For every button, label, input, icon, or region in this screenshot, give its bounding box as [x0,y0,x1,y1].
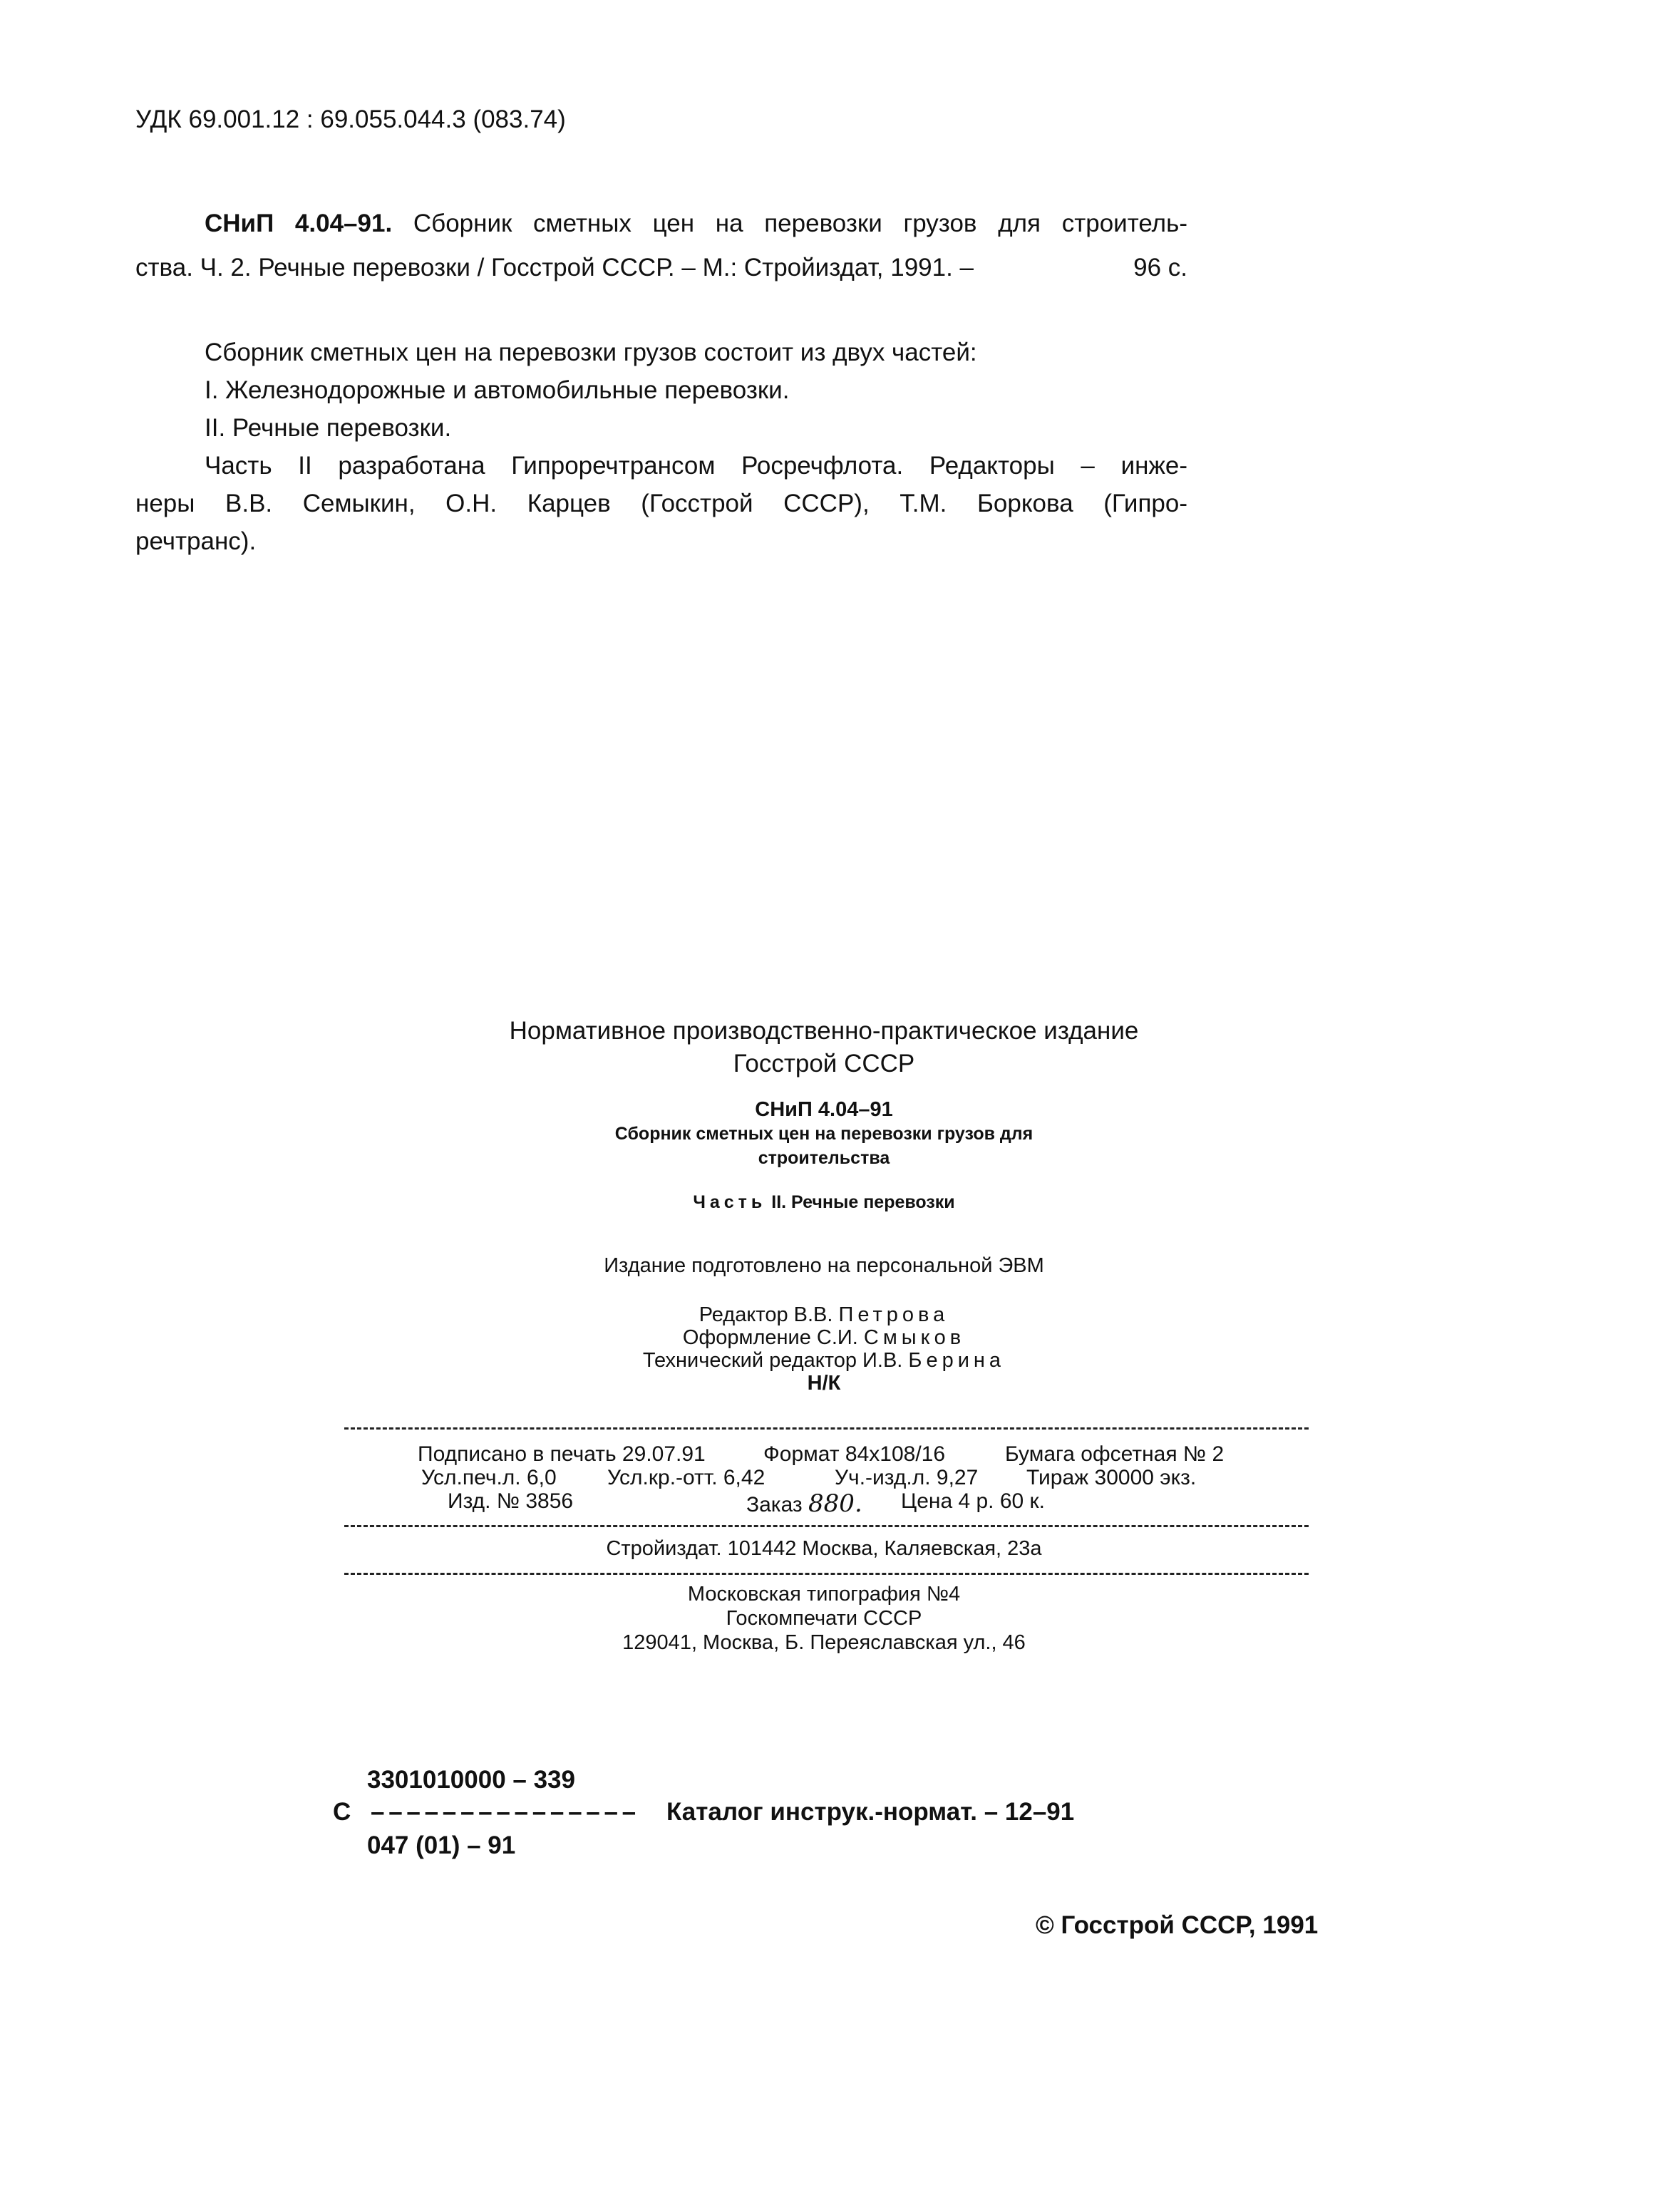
spec-price: Цена 4 р. 60 к. [901,1489,1046,1513]
description-credits-3: речтранс). [135,527,257,555]
copyright: © Госстрой СССР, 1991 [1036,1911,1319,1939]
publisher-address: Стройиздат. 101442 Москва, Каляевская, 23а [606,1537,1042,1560]
printer-agency: Госкомпечати СССР [726,1607,922,1630]
bib-title-rest: Сборник сметных цен на перевозки грузов для строитель- [413,210,1187,237]
spec-print-prints: Усл.кр.-отт. 6,42 [607,1466,766,1489]
udk-code: УДК 69.001.12 : 69.055.044.3 (083.74) [135,105,566,133]
colophon-title-block [337,1097,1311,1170]
tech-editor-label: Технический редактор И.В. [642,1349,903,1372]
catalog-reference: Каталог инструк.-нормат. – 12–91 [666,1798,1075,1826]
design-name: Смыков [863,1326,966,1349]
bibliographic-record [135,202,1187,290]
colophon-title-2: строительства [758,1148,890,1168]
order-number: 880. [808,1489,862,1518]
divider [344,1525,1309,1527]
part-label: Часть [693,1192,767,1212]
spec-signed: Подписано в печать 29.07.91 [418,1442,706,1466]
spec-order [746,1489,862,1518]
spec-izd-number: Изд. № 3856 [448,1489,574,1513]
divider [344,1573,1309,1575]
bib-details: ства. Ч. 2. Речные перевозки / Госстрой СССР. – М.: Стройиздат, 1991. – [135,254,974,281]
description-intro: Сборник сметных цен на перевозки грузов состоит из двух частей: [205,338,977,366]
description-block [135,334,1187,560]
index-fraction-line: – – – – – – – – – – – – – – – [371,1798,635,1826]
bib-pages: 96 с. [1133,254,1187,281]
description-part-2: II. Речные перевозки. [205,414,452,442]
edition-publisher: Госстрой СССР [733,1050,915,1077]
editor-line [337,1303,1311,1326]
spec-paper: Бумага офсетная № 2 [1005,1442,1225,1466]
index-denominator: 047 (01) – 91 [367,1831,516,1859]
description-credits-1: Часть II разработана Гипроречтрансом Росречфлота. Редакторы – инже- [205,452,1187,480]
tech-editor-line [337,1349,1311,1372]
bib-title-code: СНиП 4.04–91. [205,210,393,237]
spec-circulation: Тираж 30000 экз. [1026,1466,1197,1489]
printer-block [337,1582,1311,1655]
index-letter: С [333,1798,351,1826]
printer-name: Московская типография №4 [687,1583,961,1606]
divider [344,1427,1309,1430]
editor-name: Петрова [838,1303,949,1326]
colophon-title-1: Сборник сметных цен на перевозки грузов для [614,1124,1033,1144]
editor-label: Редактор В.В. [699,1303,833,1326]
order-label: Заказ [746,1493,803,1516]
spec-pub-sheets: Уч.-изд.л. 9,27 [835,1466,979,1489]
description-part-1: I. Железнодорожные и автомобильные перевозки. [205,376,790,404]
nk-mark: Н/К [807,1372,841,1395]
editors-block [337,1303,1311,1395]
design-label: Оформление С.И. [682,1326,858,1349]
edition-type: Нормативное производственно-практическое издание [509,1017,1139,1045]
part-title: II. Речные перевозки [771,1192,955,1212]
colophon-part [337,1190,1311,1214]
spec-format: Формат 84х108/16 [763,1442,946,1466]
bib-line-2 [135,246,1187,290]
colophon-header [337,1015,1311,1080]
description-credits-2: неры В.В. Семыкин, О.Н. Карцев (Госстрой СССР), Т.М. Боркова (Гипро- [135,490,1187,517]
tech-editor-name: Берина [908,1349,1006,1372]
prepared-note: Издание подготовлено на персональной ЭВМ [604,1254,1044,1277]
index-numerator: 3301010000 – 339 [367,1766,575,1794]
design-line [337,1326,1311,1349]
spec-print-sheets: Усл.печ.л. 6,0 [421,1466,557,1489]
printer-address: 129041, Москва, Б. Переяславская ул., 46 [622,1631,1026,1654]
bib-line-1 [135,202,1187,246]
colophon-code: СНиП 4.04–91 [755,1098,893,1121]
